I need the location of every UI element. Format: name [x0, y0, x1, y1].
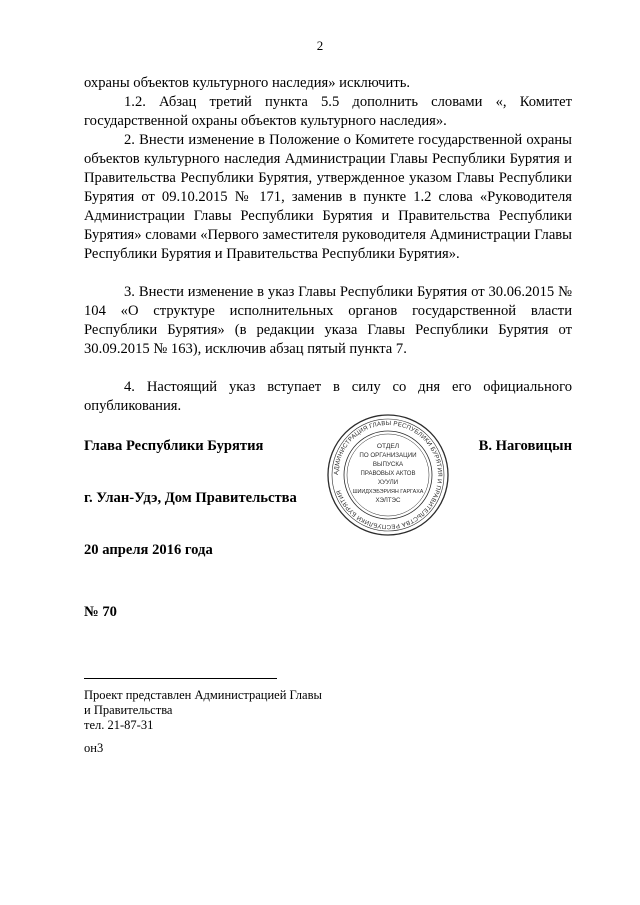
stamp-line: ХЭЛТЭС — [375, 497, 401, 504]
paragraph-4: 4. Настоящий указ вступает в силу со дня его официального опубликования. — [84, 379, 572, 414]
decree-number: № 70 — [84, 604, 117, 620]
signatory-position: Глава Республики Бурятия — [84, 438, 264, 454]
stamp-line: ХУУЛИ — [377, 479, 399, 486]
stamp-line: ОТДЕЛ — [376, 443, 400, 450]
stamp-line: ПО ОРГАНИЗАЦИИ — [359, 452, 417, 459]
footnote-line: и Правительства — [84, 703, 173, 717]
paragraph-continuation: охраны объектов культурного наследия» исключить. — [84, 75, 411, 91]
footnote-line: тел. 21-87-31 — [84, 718, 154, 732]
signing-place: г. Улан-Удэ, Дом Правительства — [84, 490, 297, 506]
paragraph-2: 2. Внести изменение в Положение о Комитете государственной охраны объектов культурного наследия Администрации Главы Республики Бурятия и Правительства Республики Бурятия, утвержденное указом Главы Республики Бурятия от 09.10.2015 № 171, заменив в пункте 1.2 слова «Руководителя Администрации Главы Республики Бурятия и Правительства Республики Бурятия» словами «Первого заместителя руководителя Администрации Главы Республики Бурятия и Правительства Республики Бурятия». — [84, 132, 572, 262]
official-stamp — [325, 412, 451, 538]
document-code: он3 — [84, 741, 104, 755]
stamp-line: ШИИДХЭБЭРИЯН ГАРГАХА — [352, 489, 424, 495]
footnote-line: Проект представлен Администрацией Главы — [84, 688, 322, 702]
paragraph-1-2: 1.2. Абзац третий пункта 5.5 дополнить словами «, Комитет государственной охраны объектов культурного наследия». — [84, 94, 572, 129]
stamp-ring-text: АДМИНИСТРАЦИЯ ГЛАВЫ РЕСПУБЛИКИ БУРЯТИЯ И ПРАВИТЕЛЬСТВА РЕСПУБЛИКИ БУРЯТИЯ — [332, 419, 444, 531]
stamp-line: ПРАВОВЫХ АКТОВ — [360, 471, 416, 477]
footnote-divider — [84, 678, 277, 679]
footnote-block — [84, 688, 322, 733]
paragraph-3: 3. Внести изменение в указ Главы Республики Бурятия от 30.06.2015 № 104 «О структуре исполнительных органов государственной власти Республики Бурятия» (в редакции указа Главы Республики Бурятия от 30.09.2015 № 163), исключив абзац пятый пункта 7. — [84, 284, 572, 357]
page-number: 2 — [316, 38, 324, 53]
document-body — [84, 74, 572, 416]
signing-date: 20 апреля 2016 года — [84, 542, 213, 558]
stamp-line: ВЫПУСКА — [372, 461, 404, 468]
signatory-name: В. Наговицын — [478, 438, 572, 454]
